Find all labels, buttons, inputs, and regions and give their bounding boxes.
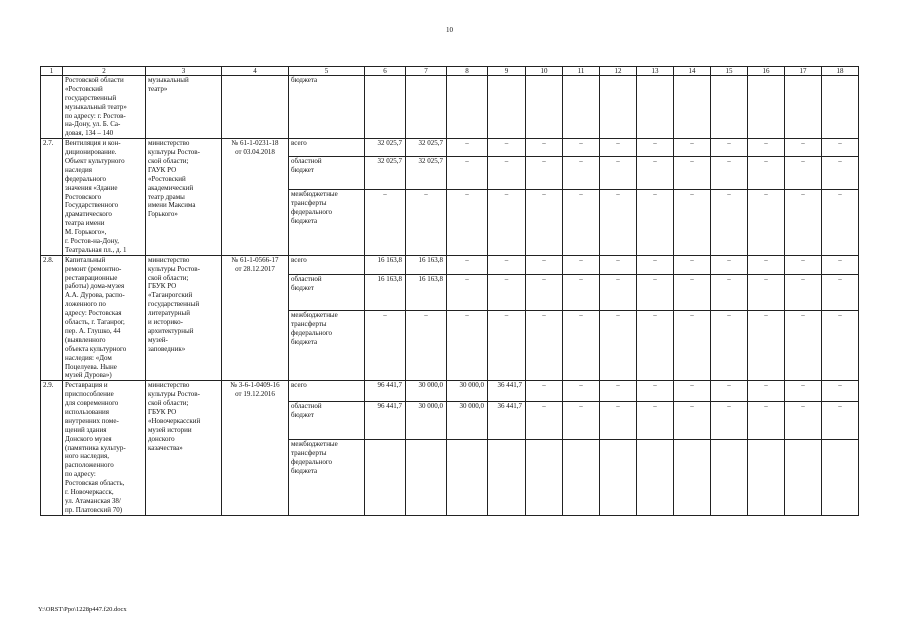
header-cell: 12 [600, 67, 637, 76]
value-cell: – [600, 310, 637, 380]
value-cell: – [563, 156, 600, 190]
text-line: ской области; [148, 273, 189, 282]
text-line: «Ростовский [148, 174, 186, 183]
value-cell: – [488, 190, 526, 255]
value-cell [637, 440, 674, 515]
text-line: адресу: Ростовская [65, 309, 122, 318]
value-cell: – [822, 139, 859, 157]
value-cell: – [674, 190, 711, 255]
text-line: государственный [148, 300, 200, 309]
text-line: бюджета [291, 217, 318, 226]
text-line: межбюджетные [291, 190, 338, 199]
value-cell: – [748, 190, 785, 255]
row-number: 2.7. [41, 139, 63, 256]
value-cell: – [637, 274, 674, 310]
value-cell: 36 441,7 [488, 381, 526, 401]
value-cell: – [600, 190, 637, 255]
text-line: «Таганрогский [148, 291, 193, 300]
table-row [41, 381, 859, 401]
value-cell: – [711, 381, 748, 401]
text-line: имени Максима [148, 201, 196, 210]
header-cell: 17 [785, 67, 822, 76]
text-line: г. Новочеркасск, [65, 487, 114, 496]
value-cell: 30 000,0 [406, 381, 447, 401]
text-line: на-Дону, ул. Б. Са- [65, 120, 121, 129]
row-number: 2.9. [41, 381, 63, 515]
text-line: культуры Ростов- [148, 264, 200, 273]
value-cell: – [637, 156, 674, 190]
text-line: Донского музея [65, 434, 112, 443]
text-line: М. Горького», [65, 228, 107, 237]
value-cell: – [365, 190, 406, 255]
text-line: Государственного [65, 201, 119, 210]
text-line: музей истории [148, 425, 192, 434]
text-line: № 61-1-0231-18 [231, 139, 279, 148]
value-cell: 30 000,0 [406, 401, 447, 440]
value-cell [563, 76, 600, 139]
text-line: федерального [291, 328, 333, 337]
value-cell: – [822, 190, 859, 255]
text-line: федерального [65, 174, 107, 183]
value-cell [600, 440, 637, 515]
text-line: А.А. Дурова, распо- [65, 291, 125, 300]
value-cell: – [526, 274, 563, 310]
header-row [41, 67, 859, 76]
text-line: использования [65, 407, 109, 416]
text-line: литературный [148, 309, 190, 318]
value-cell: 32 025,7 [365, 139, 406, 157]
value-cell [406, 440, 447, 515]
document-ref [222, 381, 289, 515]
value-cell [365, 440, 406, 515]
value-cell: – [488, 156, 526, 190]
budget-table [40, 66, 859, 516]
text-line: областной [291, 401, 322, 410]
value-cell: – [488, 139, 526, 157]
value-cell: – [563, 274, 600, 310]
text-line: «Ростовский [65, 84, 103, 93]
value-cell: – [748, 156, 785, 190]
text-line: приспособление [65, 390, 114, 399]
value-cell: – [748, 310, 785, 380]
value-cell: 16 163,8 [365, 274, 406, 310]
value-cell: – [748, 274, 785, 310]
text-line: пер. А. Глушко, 44 [65, 326, 121, 335]
text-line: для современного [65, 399, 119, 408]
value-cell: – [711, 274, 748, 310]
funding-source [289, 190, 365, 255]
value-cell: – [785, 401, 822, 440]
text-line: академический [148, 183, 194, 192]
value-cell: – [488, 255, 526, 274]
text-line: щений здания [65, 425, 107, 434]
row-number: 2.8. [41, 255, 63, 380]
value-cell: – [711, 401, 748, 440]
text-line: наследия [65, 165, 92, 174]
text-line: драматического [65, 210, 112, 219]
value-cell [406, 76, 447, 139]
text-line: трансферты [291, 199, 327, 208]
text-line: музыкальный театр» [65, 102, 127, 111]
value-cell [674, 76, 711, 139]
text-line: областной [291, 156, 322, 165]
funding-source [289, 274, 365, 310]
value-cell: 16 163,8 [406, 255, 447, 274]
text-line: ного наследия, [65, 452, 109, 461]
text-line: ской области; [148, 399, 189, 408]
value-cell: – [637, 190, 674, 255]
value-cell [365, 76, 406, 139]
value-cell: – [748, 381, 785, 401]
document-ref [222, 76, 289, 139]
text-line: № 3-6-1-0409-16 [230, 381, 280, 390]
value-cell: – [785, 274, 822, 310]
text-line: донского [148, 434, 175, 443]
text-line: Ростовская область, [65, 479, 125, 488]
value-cell: – [785, 381, 822, 401]
value-cell: – [674, 401, 711, 440]
header-cell: 1 [41, 67, 63, 76]
funding-source [289, 381, 365, 401]
text-line: бюджета [291, 76, 318, 84]
header-cell: 13 [637, 67, 674, 76]
text-line: Горького» [148, 210, 178, 219]
value-cell: – [674, 274, 711, 310]
value-cell [711, 76, 748, 139]
value-cell: – [488, 310, 526, 380]
table-body [41, 76, 859, 516]
value-cell: 32 025,7 [406, 139, 447, 157]
value-cell: – [674, 255, 711, 274]
text-line: от 19.12.2016 [235, 390, 275, 399]
text-line: министерство [148, 255, 190, 264]
header-cell: 4 [222, 67, 289, 76]
value-cell: – [637, 310, 674, 380]
header-cell: 18 [822, 67, 859, 76]
value-cell: – [563, 310, 600, 380]
value-cell [785, 440, 822, 515]
header-cell: 16 [748, 67, 785, 76]
text-line: министерство [148, 139, 190, 148]
text-line: музей- [148, 335, 168, 344]
value-cell: – [822, 156, 859, 190]
value-cell: – [526, 190, 563, 255]
value-cell [447, 440, 488, 515]
text-line: всего [291, 139, 307, 148]
value-cell: 32 025,7 [365, 156, 406, 190]
value-cell [711, 440, 748, 515]
value-cell: – [748, 139, 785, 157]
value-cell [637, 76, 674, 139]
value-cell: – [600, 255, 637, 274]
text-line: от 03.04.2018 [235, 148, 275, 157]
text-line: ГАУК РО [148, 165, 177, 174]
table-row [41, 255, 859, 274]
value-cell: – [526, 310, 563, 380]
value-cell: – [785, 310, 822, 380]
value-cell: – [711, 255, 748, 274]
value-cell: – [526, 255, 563, 274]
value-cell: 32 025,7 [406, 156, 447, 190]
value-cell: 16 163,8 [406, 274, 447, 310]
document-ref [222, 255, 289, 380]
value-cell: – [563, 381, 600, 401]
text-line: (выявленного [65, 335, 106, 344]
value-cell: – [447, 190, 488, 255]
text-line: Ростовской области [65, 76, 124, 84]
value-cell [674, 440, 711, 515]
value-cell: – [822, 310, 859, 380]
text-line: наследия: «Дом [65, 353, 112, 362]
text-line: ул. Атаманская 38/ [65, 496, 121, 505]
value-cell: – [526, 156, 563, 190]
text-line: Ростовского [65, 192, 102, 201]
value-cell: – [600, 156, 637, 190]
value-cell [748, 440, 785, 515]
value-cell: – [711, 139, 748, 157]
funding-source [289, 310, 365, 380]
text-line: ГБУК РО [148, 407, 177, 416]
value-cell: – [563, 255, 600, 274]
text-line: трансферты [291, 449, 327, 458]
text-line: бюджет [291, 165, 314, 174]
text-line: довая, 134 – 140 [65, 129, 114, 138]
text-line: Поцелуева. Ныне [65, 362, 117, 371]
value-cell: – [600, 401, 637, 440]
value-cell [822, 440, 859, 515]
value-cell: 96 441,7 [365, 381, 406, 401]
text-line: № 61-1-0566-17 [231, 255, 279, 264]
text-line: Объект культурного [65, 157, 125, 166]
text-line: заповедник» [148, 344, 186, 353]
value-cell [748, 76, 785, 139]
value-cell [526, 76, 563, 139]
value-cell: – [447, 255, 488, 274]
value-cell: 30 000,0 [447, 381, 488, 401]
value-cell: 36 441,7 [488, 401, 526, 440]
text-line: ложенного по [65, 300, 106, 309]
value-cell: – [822, 401, 859, 440]
value-cell [785, 76, 822, 139]
value-cell: – [406, 310, 447, 380]
value-cell: – [637, 255, 674, 274]
organization [146, 255, 222, 380]
header-cell: 6 [365, 67, 406, 76]
object-name [63, 139, 146, 256]
value-cell: – [637, 139, 674, 157]
value-cell: – [748, 255, 785, 274]
text-line: объекта культурного [65, 344, 127, 353]
value-cell: – [406, 190, 447, 255]
text-line: федерального [291, 208, 333, 217]
value-cell [563, 440, 600, 515]
value-cell: – [600, 274, 637, 310]
text-line: архитектурный [148, 326, 194, 335]
text-line: (памятника культур- [65, 443, 126, 452]
text-line: казачества» [148, 443, 183, 452]
funding-source [289, 139, 365, 157]
value-cell: – [637, 381, 674, 401]
table-row [41, 139, 859, 157]
row-number [41, 76, 63, 139]
text-line: «Новочеркасский [148, 416, 201, 425]
text-line: межбюджетные [291, 440, 338, 449]
value-cell: – [748, 401, 785, 440]
value-cell: 16 163,8 [365, 255, 406, 274]
value-cell: – [674, 381, 711, 401]
value-cell: – [711, 310, 748, 380]
value-cell [488, 76, 526, 139]
text-line: федерального [291, 458, 333, 467]
value-cell: – [785, 255, 822, 274]
text-line: министерство [148, 381, 190, 390]
value-cell: – [526, 381, 563, 401]
value-cell: – [563, 190, 600, 255]
value-cell: – [674, 156, 711, 190]
text-line: г. Ростов-на-Дону, [65, 237, 119, 246]
text-line: Капитальный [65, 255, 106, 264]
header-cell: 5 [289, 67, 365, 76]
header-cell: 9 [488, 67, 526, 76]
organization [146, 76, 222, 139]
funding-source [289, 156, 365, 190]
value-cell: – [365, 310, 406, 380]
organization [146, 381, 222, 515]
header-cell: 15 [711, 67, 748, 76]
text-line: от 28.12.2017 [235, 264, 275, 273]
value-cell: 30 000,0 [447, 401, 488, 440]
organization [146, 139, 222, 256]
header-cell: 14 [674, 67, 711, 76]
value-cell: – [600, 381, 637, 401]
value-cell: – [563, 139, 600, 157]
value-cell [447, 76, 488, 139]
text-line: межбюджетные [291, 310, 338, 319]
text-line: трансферты [291, 319, 327, 328]
footer-path: Y:\ORST\Ppo\1228p447.f20.docx [38, 606, 127, 613]
text-line: государственный [65, 93, 117, 102]
text-line: и историко- [148, 318, 183, 327]
object-name [63, 381, 146, 515]
text-line: всего [291, 381, 307, 390]
text-line: областной [291, 274, 322, 283]
header-cell: 7 [406, 67, 447, 76]
text-line: внутренних поме- [65, 416, 119, 425]
value-cell: – [674, 139, 711, 157]
text-line: пр. Платовский 70) [65, 505, 123, 514]
value-cell: – [711, 190, 748, 255]
value-cell: – [785, 139, 822, 157]
text-line: бюджет [291, 410, 314, 419]
value-cell: – [447, 156, 488, 190]
text-line: диционирование. [65, 148, 117, 157]
text-line: Реставрация и [65, 381, 108, 390]
page-number: 10 [446, 26, 453, 34]
text-line: театр» [148, 84, 168, 93]
value-cell: – [711, 156, 748, 190]
text-line: Театральная пл., д. 1 [65, 245, 127, 254]
funding-source [289, 255, 365, 274]
text-line: по адресу: г. Ростов- [65, 111, 126, 120]
header-cell: 2 [63, 67, 146, 76]
value-cell: – [674, 310, 711, 380]
table-row [41, 76, 859, 139]
value-cell: – [600, 139, 637, 157]
text-line: работы) дома-музея [65, 282, 125, 291]
value-cell: – [447, 274, 488, 310]
value-cell: 96 441,7 [365, 401, 406, 440]
text-line: реставрационные [65, 273, 118, 282]
text-line: по адресу: [65, 470, 96, 479]
value-cell: – [822, 274, 859, 310]
text-line: всего [291, 255, 307, 264]
text-line: область, г. Таганрог, [65, 318, 125, 327]
text-line: Вентиляция и кон- [65, 139, 121, 148]
header-cell: 10 [526, 67, 563, 76]
text-line: ской области; [148, 157, 189, 166]
text-line: музей Дурова») [65, 371, 112, 380]
value-cell [488, 440, 526, 515]
value-cell: – [785, 190, 822, 255]
value-cell: – [488, 274, 526, 310]
document-ref [222, 139, 289, 256]
text-line: расположенного [65, 461, 114, 470]
text-line: бюджет [291, 283, 314, 292]
value-cell [526, 440, 563, 515]
funding-source [289, 76, 365, 139]
funding-source [289, 401, 365, 440]
header-cell: 3 [146, 67, 222, 76]
value-cell: – [447, 139, 488, 157]
header-cell: 11 [563, 67, 600, 76]
value-cell: – [526, 401, 563, 440]
value-cell: – [822, 255, 859, 274]
text-line: бюджета [291, 467, 318, 476]
text-line: театра имени [65, 219, 105, 228]
text-line: театр драмы [148, 192, 185, 201]
text-line: культуры Ростов- [148, 148, 200, 157]
value-cell [600, 76, 637, 139]
value-cell: – [637, 401, 674, 440]
value-cell: – [563, 401, 600, 440]
text-line: ГБУК РО [148, 282, 177, 291]
value-cell: – [822, 381, 859, 401]
funding-source [289, 440, 365, 515]
text-line: бюджета [291, 337, 318, 346]
value-cell: – [447, 310, 488, 380]
text-line: культуры Ростов- [148, 390, 200, 399]
object-name [63, 76, 146, 139]
object-name [63, 255, 146, 380]
header-cell: 8 [447, 67, 488, 76]
text-line: музыкальный [148, 76, 189, 84]
value-cell: – [785, 156, 822, 190]
text-line: ремонт (ремонтно- [65, 264, 122, 273]
text-line: значения «Здание [65, 183, 118, 192]
value-cell [822, 76, 859, 139]
value-cell: – [526, 139, 563, 157]
